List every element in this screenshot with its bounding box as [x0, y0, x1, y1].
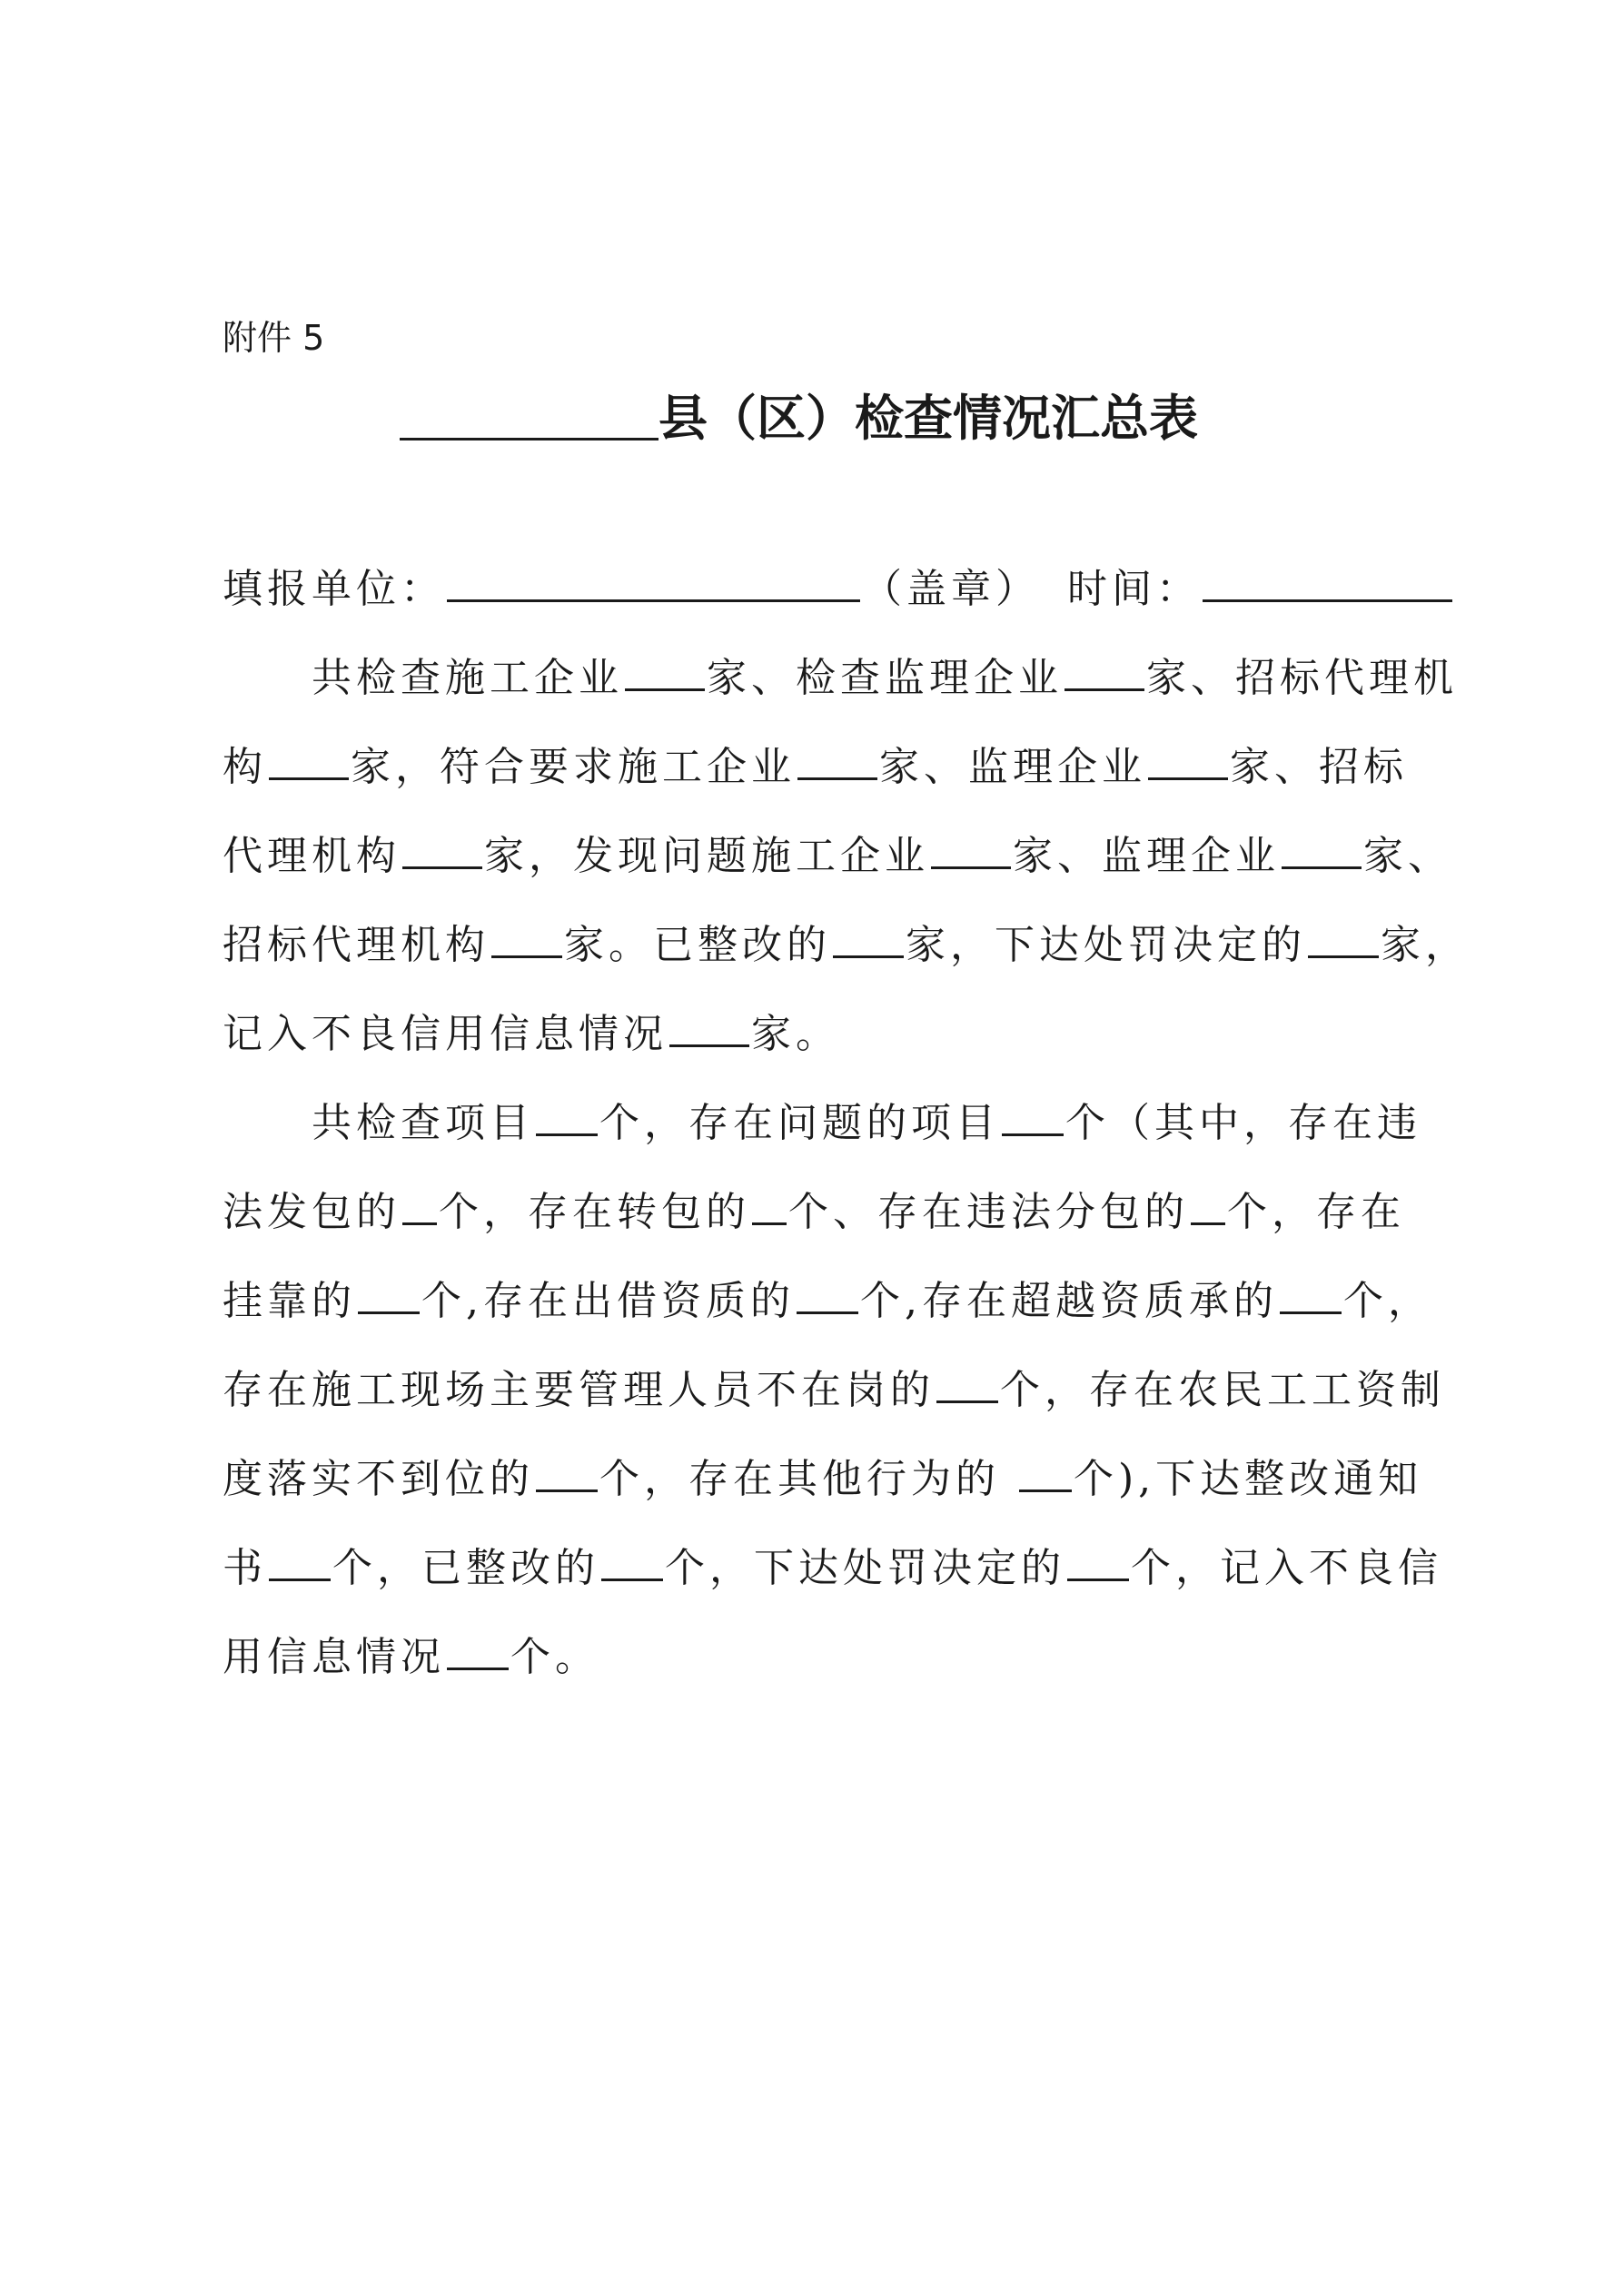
fill-blank[interactable]: [1019, 1435, 1072, 1492]
p2-line-2: 法发包的 个，存在转包的 个、存在违法分包的 个，存在: [223, 1168, 1431, 1257]
p2-line-4: 存在施工现场主要管理人员不在岗的 个，存在农民工工资制: [223, 1346, 1431, 1435]
fill-blank[interactable]: [1280, 1257, 1342, 1314]
fill-blank[interactable]: [1065, 634, 1144, 691]
p1-line-4: 招标代理机构 家。已整改的 家，下达处罚决定的 家，: [223, 901, 1431, 990]
time-label: 时间：: [1067, 566, 1201, 612]
p2-line-6: 书 个，已整改的 个，下达处罚决定的 个，记入不良信: [223, 1524, 1431, 1613]
fill-blank[interactable]: [752, 1168, 787, 1225]
form-body: [223, 545, 1470, 1702]
fill-blank[interactable]: [269, 1524, 331, 1581]
fill-blank[interactable]: [1002, 1079, 1064, 1136]
fill-blank[interactable]: [402, 1168, 437, 1225]
fill-blank[interactable]: [601, 1524, 663, 1581]
seal-label: （盖章）: [862, 566, 1040, 612]
fill-blank[interactable]: [536, 1079, 598, 1136]
header-line: [223, 545, 1431, 634]
p2-line-1: 共检查项目 个，存在问题的项目 个（其中，存在违: [223, 1079, 1431, 1168]
p1-line-5: 记入不良信用信息情况 家。: [223, 990, 1431, 1079]
p1-line-1: 共检查施工企业 家、检查监理企业 家、招标代理机: [223, 634, 1431, 723]
p2-line-3: 挂靠的 个,存在出借资质的 个,存在超越资质承的 个，: [223, 1257, 1431, 1346]
fill-blank[interactable]: [447, 1613, 509, 1670]
fill-blank[interactable]: [625, 634, 705, 691]
fill-blank[interactable]: [402, 812, 482, 869]
fill-blank[interactable]: [358, 1257, 420, 1314]
p2-line-7: 用信息情况 个。: [223, 1613, 1431, 1702]
fill-blank[interactable]: [491, 901, 562, 958]
fill-blank[interactable]: [797, 723, 877, 780]
fill-blank[interactable]: [1282, 812, 1362, 869]
time-field[interactable]: [1203, 545, 1452, 602]
fill-blank[interactable]: [833, 901, 904, 958]
fill-blank[interactable]: [1308, 901, 1379, 958]
fill-blank[interactable]: [931, 812, 1011, 869]
fill-blank[interactable]: [797, 1257, 858, 1314]
unit-label: 填报单位：: [223, 566, 445, 612]
title-text: 县（区）检查情况汇总表: [659, 389, 1198, 447]
p1-line-3: 代理机构 家，发现问题施工企业 家、监理企业 家、: [223, 812, 1431, 901]
fill-blank[interactable]: [1067, 1524, 1129, 1581]
attachment-label: 附件 5: [223, 318, 325, 358]
fill-blank[interactable]: [536, 1435, 598, 1492]
fill-blank[interactable]: [1148, 723, 1228, 780]
unit-field[interactable]: [447, 545, 860, 602]
p2-line-5: 度落实不到位的 个，存在其他行为的 个),下达整改通知: [223, 1435, 1431, 1524]
fill-blank[interactable]: [669, 990, 749, 1047]
page-title: [400, 381, 1198, 454]
fill-blank[interactable]: [1191, 1168, 1225, 1225]
fill-blank[interactable]: [936, 1346, 998, 1403]
p1-line-2: 构 家，符合要求施工企业 家、监理企业 家、招标: [223, 723, 1431, 812]
county-name-blank[interactable]: [400, 381, 659, 440]
fill-blank[interactable]: [269, 723, 349, 780]
